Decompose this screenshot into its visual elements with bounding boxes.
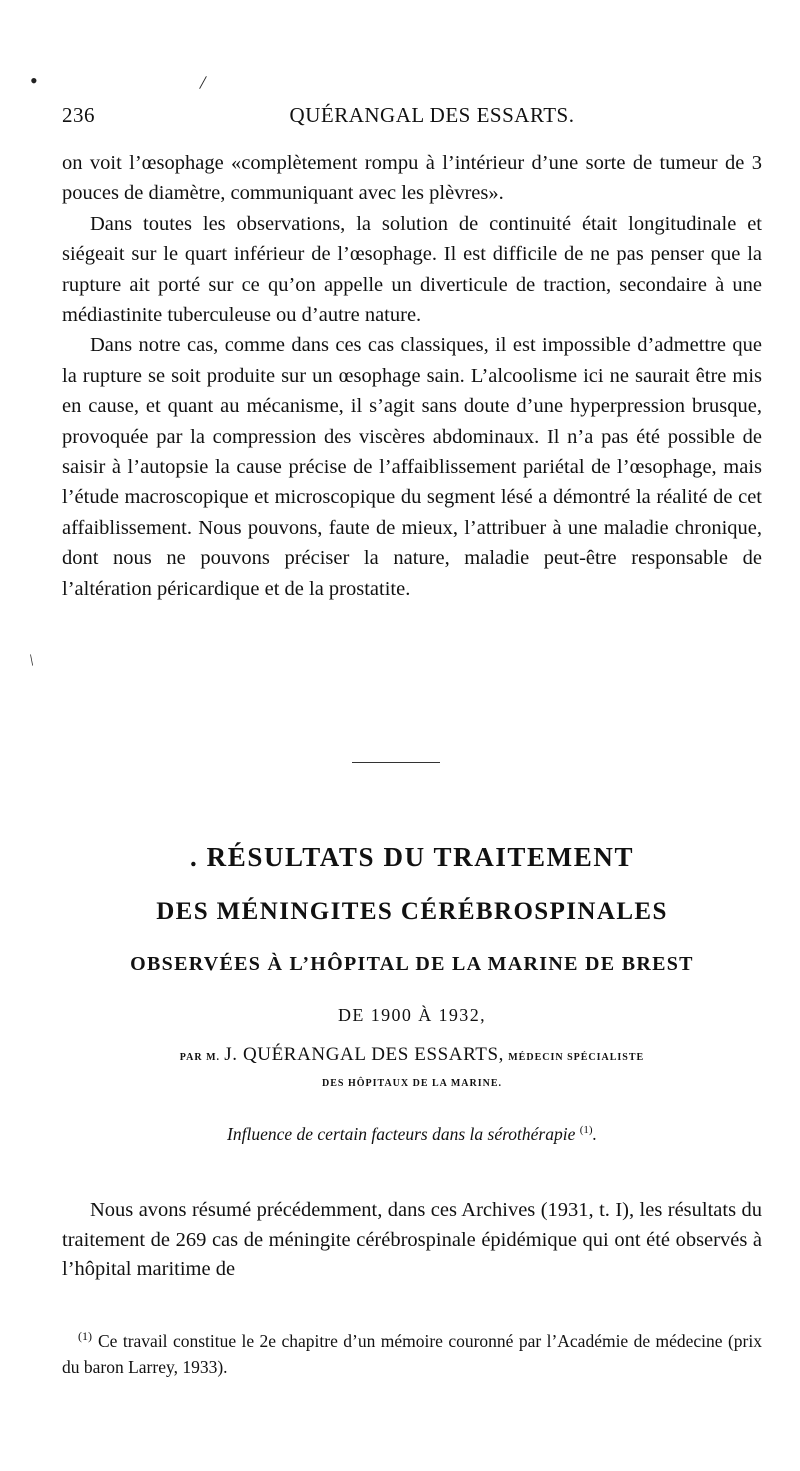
article-title-line-3: OBSERVÉES À L’HÔPITAL DE LA MARINE DE BREST: [130, 953, 694, 975]
margin-dash: /: [25, 652, 39, 670]
intro-paragraph: Nous avons résumé précédemment, dans ces Archives (1931, t. I), les résultats du traitement de 269 cas de méningite cérébrospinale épidémique qui ont été observés à l’hôpital maritime de: [62, 1199, 762, 1280]
subtitle-end: .: [592, 1124, 597, 1144]
article-title-line-2: DES MÉNINGITES CÉRÉBROSPINALES: [156, 898, 668, 925]
body-text: [62, 148, 762, 604]
article-intro: [62, 1196, 762, 1285]
paragraph: Dans toutes les observations, la solution de continuité était longitudinale et siégeait sur le quart inférieur de l’œsophage. Il est difficile de ne pas penser que la rupture ait porté sur ce qu’on appelle un diverticule de traction, secondaire à une médiastinite tuberculeuse ou d’autre nature.: [62, 212, 762, 327]
article-subtitle: [62, 1124, 762, 1145]
paragraph: Dans notre cas, comme dans ces cas classiques, il est impossible d’admettre que la rupture se soit produite sur un œsophage sain. L’alcoolisme ici ne saurait être mis en cause, et quant au mécanisme, il s’agit sans doute d’une hyperpression brusque, provoquée par la compression des viscères abdominaux. Il n’a pas été possible de saisir à l’autopsie la cause précise de l’affaiblissement pariétal de l’œsophage, mais l’étude macroscopique et microscopique du segment lésé a démontré la réalité de cet affaiblissement. Nous pouvons, faute de mieux, l’attribuer à une maladie chronique, dont nous ne pouvons préciser la nature, maladie peut-être responsable de l’altération péricardique et de la prostatite.: [62, 334, 762, 600]
author-role-line-2: DES HÔPITAUX DE LA MARINE.: [322, 1078, 502, 1089]
footnote: [62, 1323, 762, 1380]
footnote-mark: (1): [78, 1329, 92, 1343]
article-title-line-1: . RÉSULTATS DU TRAITEMENT: [189, 842, 635, 872]
footnote-ref: (1): [579, 1124, 593, 1137]
author-role: MÉDECIN SPÉCIALISTE: [508, 1052, 645, 1063]
subtitle-text: Influence de certain facteurs dans la sérothérapie: [227, 1124, 576, 1144]
running-header: [62, 103, 762, 133]
paragraph: on voit l’œsophage «complètement rompu à l’intérieur d’une sorte de tumeur de 3 pouces de diamètre, communiquant avec les plèvres».: [62, 152, 762, 205]
author-line: [62, 1044, 762, 1066]
footnote-text: Ce travail constitue le 2e chapitre d’un mémoire couronné par l’Académie de médecine (prix du baron Larrey, 1933).: [62, 1330, 762, 1377]
margin-dot: •: [30, 68, 38, 93]
article-title-line-4: DE 1900 À 1932,: [338, 1005, 486, 1025]
margin-tick: /: [198, 71, 208, 95]
running-title: QUÉRANGAL DES ESSARTS.: [289, 103, 575, 127]
section-divider: [352, 762, 440, 763]
author-name: J. QUÉRANGAL DES ESSARTS,: [224, 1044, 504, 1065]
author-prefix: PAR M.: [179, 1052, 221, 1063]
page-number: 236: [62, 103, 95, 127]
